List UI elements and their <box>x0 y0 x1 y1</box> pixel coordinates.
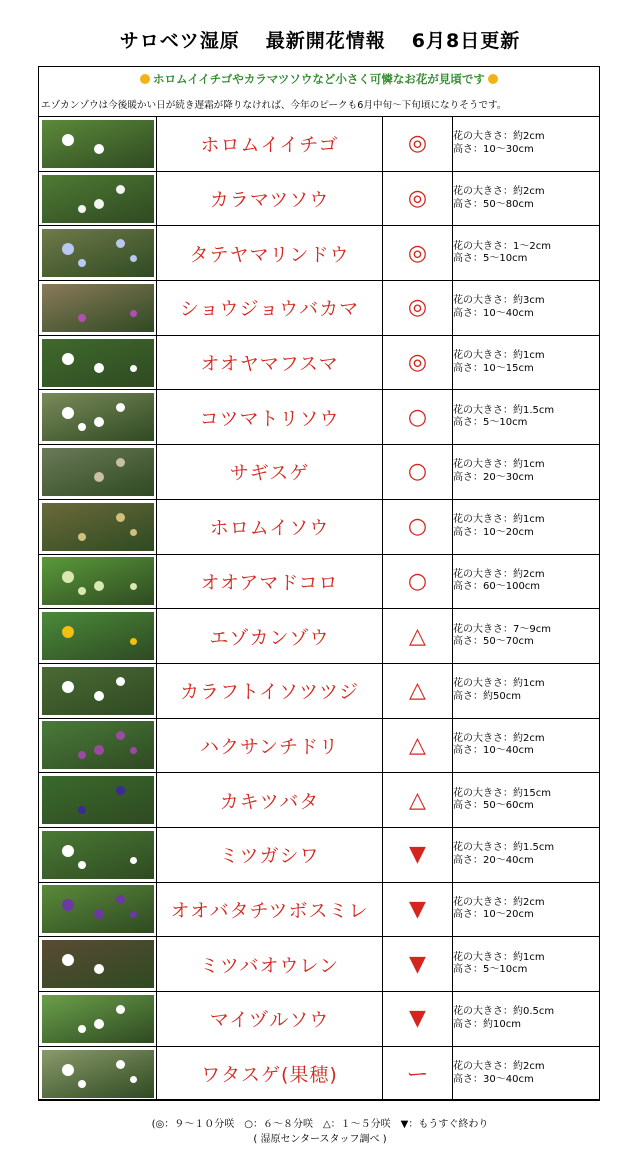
flower-size: 花の大きさ：約15cm <box>453 787 551 799</box>
flower-blossom <box>94 472 104 482</box>
flower-size: 花の大きさ：約1.5cm <box>453 404 555 416</box>
flower-dimensions <box>453 554 600 609</box>
flower-size: 花の大きさ：約2cm <box>453 568 545 580</box>
flower-height: 高さ：約50cm <box>453 690 521 702</box>
photo-cell <box>39 226 157 281</box>
flower-name: サギスゲ <box>157 445 383 500</box>
photo-cell <box>39 554 157 609</box>
flower-height: 高さ：10～15cm <box>453 362 534 374</box>
bloom-status-icon: ○ <box>383 445 453 500</box>
bloom-status-icon: △ <box>383 663 453 718</box>
flower-height: 高さ：約10cm <box>453 1018 521 1030</box>
flower-row <box>39 609 600 664</box>
flower-blossom <box>130 255 137 262</box>
flower-photo <box>42 940 154 988</box>
flower-height: 高さ：5～10cm <box>453 417 528 429</box>
headline-text: ホロムイイチゴやカラマツソウなど小さく可憐なお花が見頃です <box>153 72 485 86</box>
dot-icon <box>140 74 150 84</box>
bloom-status-icon: ◎ <box>383 171 453 226</box>
flower-name: ショウジョウバカマ <box>157 281 383 336</box>
flower-blossom <box>62 407 74 419</box>
survey-credit: ( 湿原センタースタッフ調べ ) <box>253 1134 387 1145</box>
flower-dimensions <box>453 335 600 390</box>
flower-size: 花の大きさ：約1cm <box>453 951 545 963</box>
photo-cell <box>39 773 157 828</box>
photo-cell <box>39 445 157 500</box>
flower-dimensions <box>453 937 600 992</box>
flower-row <box>39 663 600 718</box>
flower-dimensions <box>453 882 600 937</box>
photo-cell <box>39 937 157 992</box>
flower-blossom <box>62 954 74 966</box>
bloom-status-icon: ▼ <box>383 992 453 1047</box>
flower-blossom <box>78 751 86 759</box>
flower-height: 高さ：60～100cm <box>453 581 541 593</box>
flower-size: 花の大きさ：約1.5cm <box>453 842 555 854</box>
flower-blossom <box>130 310 137 317</box>
flower-size: 花の大きさ：約2cm <box>453 732 545 744</box>
flower-height: 高さ：50～60cm <box>453 800 534 812</box>
flower-size: 花の大きさ：約2cm <box>453 1061 545 1073</box>
flower-row <box>39 554 600 609</box>
flower-blossom <box>62 1064 74 1076</box>
flower-blossom <box>130 583 137 590</box>
flower-blossom <box>78 314 86 322</box>
flower-blossom <box>94 691 104 701</box>
flower-height: 高さ：50～70cm <box>453 636 534 648</box>
flower-blossom <box>94 417 104 427</box>
flower-size: 花の大きさ：約1cm <box>453 514 545 526</box>
flower-photo <box>42 120 154 168</box>
flower-height: 高さ：10～30cm <box>453 143 534 155</box>
flower-blossom <box>130 911 137 918</box>
bloom-status-icon: ▼ <box>383 882 453 937</box>
flower-name: カラフトイソツツジ <box>157 663 383 718</box>
bloom-status-icon: △ <box>383 609 453 664</box>
flower-blossom <box>78 533 86 541</box>
bloom-status-icon: ◎ <box>383 226 453 281</box>
flower-dimensions <box>453 281 600 336</box>
flower-photo <box>42 448 154 496</box>
flower-blossom <box>94 363 104 373</box>
status-legend: (◎：９～１０分咲 ○：６～８分咲 △：１～５分咲 ▼：もうすぐ終わり <box>151 1119 489 1130</box>
flower-photo <box>42 393 154 441</box>
flower-size: 花の大きさ：約2cm <box>453 896 545 908</box>
flower-photo <box>42 1050 154 1098</box>
flower-row <box>39 1046 600 1101</box>
flower-photo <box>42 557 154 605</box>
flower-dimensions <box>453 499 600 554</box>
flower-photo <box>42 175 154 223</box>
flower-blossom <box>78 806 86 814</box>
flower-blossom <box>94 964 104 974</box>
flower-size: 花の大きさ：約1cm <box>453 678 545 690</box>
flower-row <box>39 171 600 226</box>
flower-height: 高さ：10～20cm <box>453 909 534 921</box>
bloom-status-icon: ○ <box>383 554 453 609</box>
photo-cell <box>39 609 157 664</box>
flower-blossom <box>130 365 137 372</box>
flower-name: ハクサンチドリ <box>157 718 383 773</box>
flower-photo <box>42 612 154 660</box>
flower-photo <box>42 229 154 277</box>
flower-dimensions <box>453 827 600 882</box>
flower-blossom <box>116 677 125 686</box>
photo-cell <box>39 281 157 336</box>
bloom-status-icon: ◎ <box>383 117 453 172</box>
photo-cell <box>39 827 157 882</box>
flower-blossom <box>78 423 86 431</box>
flower-size: 花の大きさ：1～2cm <box>453 240 551 252</box>
flower-row <box>39 281 600 336</box>
flower-dimensions <box>453 117 600 172</box>
photo-cell <box>39 335 157 390</box>
flower-row <box>39 992 600 1047</box>
flower-dimensions <box>453 609 600 664</box>
flower-blossom <box>94 581 104 591</box>
flower-blossom <box>62 243 74 255</box>
flower-blossom <box>94 1019 104 1029</box>
flower-height: 高さ：5～10cm <box>453 964 528 976</box>
flower-size: 花の大きさ：約1cm <box>453 350 545 362</box>
flower-table <box>38 116 600 1101</box>
title-date: 6月8日更新 <box>411 30 521 52</box>
flower-dimensions <box>453 390 600 445</box>
flower-height: 高さ：5～10cm <box>453 253 528 265</box>
flower-name: オオバタチツボスミレ <box>157 882 383 937</box>
bloom-status-icon: ー <box>383 1046 453 1101</box>
flower-blossom <box>116 185 125 194</box>
flower-size: 花の大きさ：約1cm <box>453 459 545 471</box>
flower-size: 花の大きさ：約2cm <box>453 131 545 143</box>
flower-name: ホロムイソウ <box>157 499 383 554</box>
headline <box>39 71 599 87</box>
flower-blossom <box>78 1080 86 1088</box>
flower-size: 花の大きさ：約0.5cm <box>453 1006 555 1018</box>
flower-size: 花の大きさ：約3cm <box>453 295 545 307</box>
flower-photo <box>42 339 154 387</box>
flower-blossom <box>116 403 125 412</box>
photo-cell <box>39 171 157 226</box>
photo-cell <box>39 718 157 773</box>
flower-blossom <box>62 899 74 911</box>
flower-blossom <box>94 909 104 919</box>
bloom-status-icon: ▼ <box>383 827 453 882</box>
photo-cell <box>39 117 157 172</box>
flower-blossom <box>94 745 104 755</box>
flower-name: ワタスゲ(果穂) <box>157 1046 383 1101</box>
flower-size: 花の大きさ：7～9cm <box>453 623 551 635</box>
flower-height: 高さ：20～30cm <box>453 471 534 483</box>
flower-blossom <box>78 259 86 267</box>
flower-row <box>39 445 600 500</box>
flower-height: 高さ：50～80cm <box>453 198 534 210</box>
flower-blossom <box>116 895 125 904</box>
flower-blossom <box>116 786 125 795</box>
flower-height: 高さ：30～40cm <box>453 1073 534 1085</box>
flower-dimensions <box>453 171 600 226</box>
photo-cell <box>39 499 157 554</box>
flower-dimensions <box>453 226 600 281</box>
flower-blossom <box>78 205 86 213</box>
flower-name: コツマトリソウ <box>157 390 383 445</box>
flower-blossom <box>116 458 125 467</box>
bloom-status-icon: ▼ <box>383 937 453 992</box>
flower-photo <box>42 776 154 824</box>
flower-blossom <box>130 529 137 536</box>
flower-blossom <box>62 626 74 638</box>
flower-name: エゾカンゾウ <box>157 609 383 664</box>
flower-name: ミツバオウレン <box>157 937 383 992</box>
flower-blossom <box>62 134 74 146</box>
title-place: サロベツ湿原 <box>119 30 240 52</box>
title-heading: 最新開花情報 <box>265 30 386 52</box>
flower-name: タテヤマリンドウ <box>157 226 383 281</box>
bloom-status-icon: ◎ <box>383 281 453 336</box>
flower-blossom <box>78 587 86 595</box>
flower-name: オオアマドコロ <box>157 554 383 609</box>
flower-height: 高さ：20～40cm <box>453 854 534 866</box>
photo-cell <box>39 1046 157 1101</box>
flower-name: ミツガシワ <box>157 827 383 882</box>
flower-blossom <box>116 1060 125 1069</box>
flower-blossom <box>130 1076 137 1083</box>
flower-photo <box>42 885 154 933</box>
flower-photo <box>42 721 154 769</box>
bloom-table-frame <box>38 66 600 1100</box>
flower-row <box>39 335 600 390</box>
bloom-status-icon: △ <box>383 718 453 773</box>
flower-dimensions <box>453 773 600 828</box>
flower-row <box>39 390 600 445</box>
flower-name: オオヤマフスマ <box>157 335 383 390</box>
flower-size: 花の大きさ：約2cm <box>453 186 545 198</box>
flower-blossom <box>116 731 125 740</box>
flower-blossom <box>130 638 137 645</box>
flower-blossom <box>116 239 125 248</box>
dot-icon <box>488 74 498 84</box>
flower-photo <box>42 284 154 332</box>
photo-cell <box>39 390 157 445</box>
flower-height: 高さ：10～40cm <box>453 307 534 319</box>
flower-row <box>39 773 600 828</box>
flower-row <box>39 937 600 992</box>
flower-blossom <box>130 857 137 864</box>
flower-dimensions <box>453 445 600 500</box>
flower-height: 高さ：10～20cm <box>453 526 534 538</box>
flower-row <box>39 117 600 172</box>
ezokanzou-note: エゾカンゾウは今後暖かい日が続き遅霜が降りなければ、今年のピークも6月中旬～下旬頃になりそうです。 <box>41 100 507 111</box>
flower-blossom <box>116 1005 125 1014</box>
flower-blossom <box>130 747 137 754</box>
flower-row <box>39 827 600 882</box>
photo-cell <box>39 992 157 1047</box>
flower-blossom <box>62 681 74 693</box>
flower-blossom <box>78 861 86 869</box>
flower-row <box>39 499 600 554</box>
page-title <box>0 26 640 53</box>
flower-row <box>39 718 600 773</box>
flower-blossom <box>94 199 104 209</box>
flower-blossom <box>94 144 104 154</box>
flower-blossom <box>62 353 74 365</box>
flower-row <box>39 882 600 937</box>
flower-blossom <box>116 513 125 522</box>
flower-row <box>39 226 600 281</box>
flower-height: 高さ：10～40cm <box>453 745 534 757</box>
flower-name: カラマツソウ <box>157 171 383 226</box>
flower-name: カキツバタ <box>157 773 383 828</box>
flower-dimensions <box>453 663 600 718</box>
bloom-status-icon: ○ <box>383 499 453 554</box>
flower-photo <box>42 831 154 879</box>
flower-blossom <box>62 845 74 857</box>
photo-cell <box>39 663 157 718</box>
bloom-status-icon: △ <box>383 773 453 828</box>
flower-photo <box>42 667 154 715</box>
flower-dimensions <box>453 1046 600 1101</box>
flower-name: マイヅルソウ <box>157 992 383 1047</box>
flower-photo <box>42 995 154 1043</box>
flower-dimensions <box>453 718 600 773</box>
flower-blossom <box>78 1025 86 1033</box>
photo-cell <box>39 882 157 937</box>
bloom-status-icon: ○ <box>383 390 453 445</box>
bloom-status-icon: ◎ <box>383 335 453 390</box>
flower-name: ホロムイイチゴ <box>157 117 383 172</box>
flower-photo <box>42 503 154 551</box>
flower-dimensions <box>453 992 600 1047</box>
flower-blossom <box>62 571 74 583</box>
